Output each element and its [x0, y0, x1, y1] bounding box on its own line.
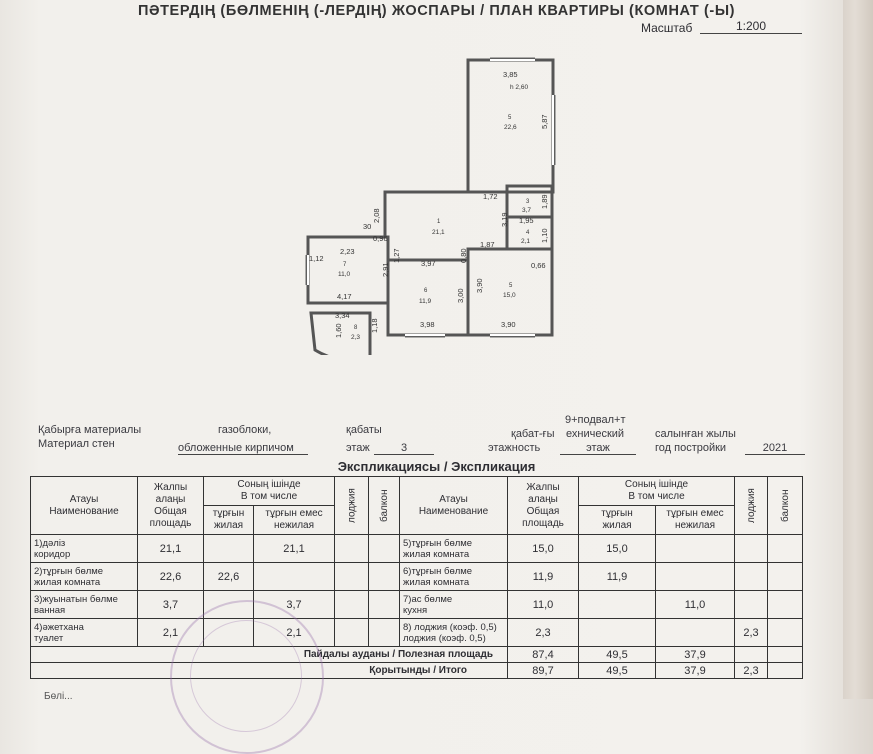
dim-label: 1,12 [309, 254, 324, 263]
room-living: 22,6 [204, 563, 254, 591]
year-value: 2021 [745, 442, 805, 455]
wall-material-ru: Материал стен [38, 438, 115, 450]
room-balcony [369, 535, 400, 563]
room-number: 7 [343, 262, 347, 268]
explication-title: Экспликациясы / Экспликация [337, 459, 536, 474]
room-name: 8) лоджия (коэф. 0,5) лоджия (коэф. 0,5) [400, 619, 508, 647]
room-nonliving: 2,1 [254, 619, 335, 647]
floor-value: 3 [374, 442, 434, 455]
room-balcony [369, 619, 400, 647]
table-row [31, 535, 803, 563]
room-nonliving: 21,1 [254, 535, 335, 563]
room-balcony [768, 563, 803, 591]
room-name: 2)тұрғын бөлме жилая комната [31, 563, 138, 591]
dim-label: 1,18 [370, 318, 379, 333]
room-nonliving [656, 563, 735, 591]
table-header-row [31, 477, 803, 506]
room-number: 6 [424, 288, 428, 294]
floors-value-1: 9+подвал+т [565, 414, 626, 426]
scale-value: 1:200 [700, 19, 802, 34]
useful-area-row [31, 647, 803, 663]
room-loggia [735, 563, 768, 591]
grand-total-label: Қорытынды / Итого [31, 663, 508, 679]
year-label-kz: салынған жылы [655, 428, 736, 440]
room-loggia [335, 591, 369, 619]
dim-label: 0,80 [459, 248, 468, 263]
room-living: 11,9 [579, 563, 656, 591]
room-total: 3,7 [138, 591, 204, 619]
room-living [579, 619, 656, 647]
useful-area-label: Пайдалы ауданы / Полезная площадь [31, 647, 508, 663]
dim-label: h 2,60 [510, 84, 529, 91]
room-area: 2,3 [351, 334, 361, 341]
grand-nonliving: 37,9 [656, 663, 735, 679]
room-loggia [335, 619, 369, 647]
table-row [31, 563, 803, 591]
floor-label-kz: қабаты [346, 424, 382, 436]
room-name: 1)дәліз коридор [31, 535, 138, 563]
floor-plan [295, 55, 585, 355]
grand-balcony [768, 663, 803, 679]
room-balcony [369, 591, 400, 619]
dim-label: 0,96 [373, 234, 388, 243]
floors-value-2: ехнический [566, 428, 625, 440]
room-loggia [735, 591, 768, 619]
dim-label: 1,10 [540, 228, 549, 243]
room-total: 2,1 [138, 619, 204, 647]
header-nonliving-2: тұрғын емес нежилая [656, 506, 735, 535]
floor-label-ru: этаж [346, 442, 370, 454]
room-number: 5 [509, 283, 513, 289]
wall-material-value-2: обложенные кирпичом [178, 442, 308, 455]
useful-living: 49,5 [579, 647, 656, 663]
room-loggia: 2,3 [735, 619, 768, 647]
useful-total: 87,4 [508, 647, 579, 663]
room-name: 3)жуынатын бөлме ванная [31, 591, 138, 619]
dim-label: 1,60 [334, 323, 343, 338]
plan-labels [309, 70, 549, 341]
official-stamp-inner [190, 620, 302, 732]
room-balcony [768, 619, 803, 647]
dim-label: 3,85 [503, 70, 518, 79]
explication-table [30, 476, 803, 679]
room-name: 5)тұрғын бөлме жилая комната [400, 535, 508, 563]
wall-material-value-1: газоблоки, [218, 424, 272, 436]
useful-loggia [735, 647, 768, 663]
table-row [31, 591, 803, 619]
room-area: 15,0 [503, 292, 516, 299]
header-living: тұрғын жилая [204, 506, 254, 535]
floors-label-kz: қабат-ғы [511, 428, 555, 440]
dim-label: 0,66 [531, 261, 546, 270]
floors-value-3: этаж [560, 442, 636, 455]
dim-label: 3,19 [500, 212, 509, 227]
room-area: 3,7 [522, 207, 532, 214]
useful-balcony [768, 647, 803, 663]
room-area: 11,0 [338, 271, 351, 278]
room-total: 15,0 [508, 535, 579, 563]
table-row [31, 619, 803, 647]
room-name: 4)әжетхана туалет [31, 619, 138, 647]
dim-label: 3,97 [421, 259, 436, 268]
room-living [204, 535, 254, 563]
room-number: 4 [526, 230, 530, 236]
room-nonliving: 3,7 [254, 591, 335, 619]
useful-nonliving: 37,9 [656, 647, 735, 663]
header-total: Жалпы алаңы Общая площадь [138, 477, 204, 535]
header-loggia-2: лоджия [735, 477, 768, 535]
room-name: 6)тұрғын бөлме жилая комната [400, 563, 508, 591]
room-number: 1 [437, 219, 441, 225]
dim-label: 2,08 [372, 208, 381, 223]
dim-label: 30 [363, 222, 372, 231]
header-name-2: Атауы Наименование [400, 477, 508, 535]
room-balcony [369, 563, 400, 591]
dim-label: 3,90 [475, 278, 484, 293]
header-nonliving: тұрғын емес нежилая [254, 506, 335, 535]
header-name: Атауы Наименование [31, 477, 138, 535]
dim-label: 5,87 [540, 114, 549, 129]
grand-total: 89,7 [508, 663, 579, 679]
room-area: 2,1 [521, 238, 531, 245]
room-total: 11,0 [508, 591, 579, 619]
room-loggia [335, 563, 369, 591]
dim-label: 2,23 [340, 247, 355, 256]
dim-label: 1,95 [519, 216, 534, 225]
header-total-2: Жалпы алаңы Общая площадь [508, 477, 579, 535]
room-area: 22,6 [504, 124, 517, 131]
room-area: 21,1 [432, 229, 445, 236]
room-total: 11,9 [508, 563, 579, 591]
room-total: 22,6 [138, 563, 204, 591]
dim-label: 3,34 [335, 311, 350, 320]
footer-text: Бөлі... [44, 691, 73, 702]
year-label-ru: год постройки [655, 442, 727, 454]
room-number: 3 [526, 199, 530, 205]
dim-label: 1,72 [483, 192, 498, 201]
dim-label: 4,17 [337, 292, 352, 301]
grand-living: 49,5 [579, 663, 656, 679]
header-balcony-2: балкон [768, 477, 803, 535]
dim-label: 1,27 [392, 248, 401, 263]
room-balcony [768, 591, 803, 619]
dim-label: 3,00 [456, 288, 465, 303]
room-loggia [335, 535, 369, 563]
room-total: 21,1 [138, 535, 204, 563]
room-number: 5 [508, 115, 512, 121]
dim-label: 1,89 [540, 194, 549, 209]
wall-material-kz: Қабырға материалы [38, 424, 142, 436]
page-title: ПӘТЕРДІҢ (БӨЛМЕНІҢ (-ЛЕРДІҢ) ЖОСПАРЫ / ПЛАН КВАРТИРЫ (КОМНАТ (-Ы) [137, 3, 736, 19]
room-nonliving [656, 619, 735, 647]
table-edge [843, 0, 873, 699]
scale-label: Масштаб [641, 21, 693, 35]
dim-label: 1,87 [480, 240, 495, 249]
grand-loggia: 2,3 [735, 663, 768, 679]
header-incl: Соның ішінде В том числе [204, 477, 335, 506]
room-area: 11,9 [419, 298, 432, 305]
header-balcony: балкон [369, 477, 400, 535]
room-name: 7)ас бөлме кухня [400, 591, 508, 619]
room-total: 2,3 [508, 619, 579, 647]
dim-label: 3,98 [420, 320, 435, 329]
room-living [579, 591, 656, 619]
room-balcony [768, 535, 803, 563]
room-nonliving [656, 535, 735, 563]
room-number: 8 [354, 325, 358, 331]
header-incl-2: Соның ішінде В том числе [579, 477, 735, 506]
dim-label: 2,91 [381, 262, 390, 277]
header-living-2: тұрғын жилая [579, 506, 656, 535]
room-nonliving: 11,0 [656, 591, 735, 619]
floors-label-ru: этажность [488, 442, 541, 454]
room-loggia [735, 535, 768, 563]
room-nonliving [254, 563, 335, 591]
room-living: 15,0 [579, 535, 656, 563]
header-loggia: лоджия [335, 477, 369, 535]
dim-label: 3,90 [501, 320, 516, 329]
grand-total-row [31, 663, 803, 679]
